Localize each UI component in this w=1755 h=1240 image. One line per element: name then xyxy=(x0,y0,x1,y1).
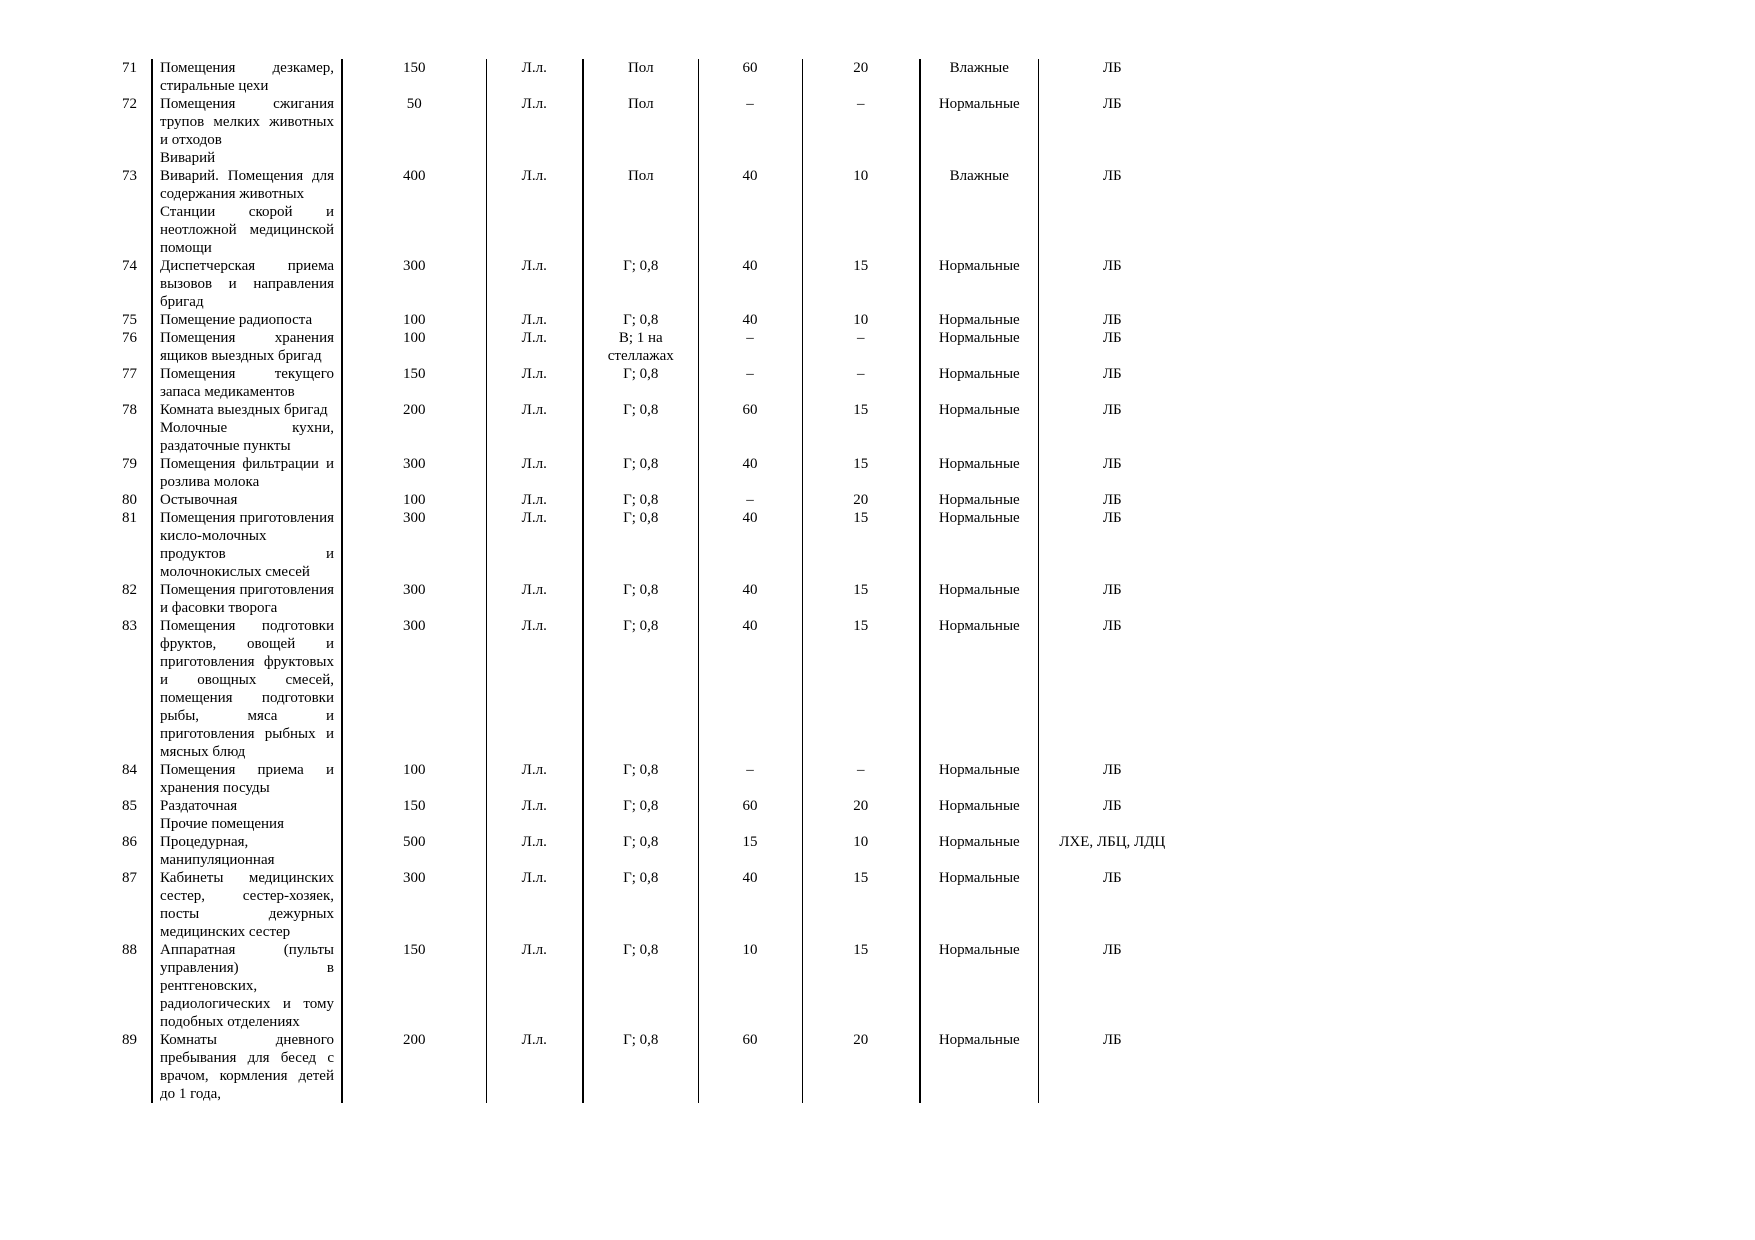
table-row xyxy=(110,509,1186,581)
illuminance-value: 150 xyxy=(342,59,486,95)
discomfort-index-cell xyxy=(698,419,802,455)
environment-cell: Нормальные xyxy=(920,869,1038,941)
lamp-class-cell: ЛБ xyxy=(1038,1031,1186,1103)
row-number: 77 xyxy=(122,366,137,382)
pulsation-coefficient-cell: 15 xyxy=(802,941,920,1031)
work-plane-cell: Г; 0,8 xyxy=(583,455,698,491)
work-plane-cell: Г; 0,8 xyxy=(583,833,698,869)
work-plane-cell: Г; 0,8 xyxy=(583,1031,698,1103)
room-name: Раздаточная xyxy=(152,797,342,815)
room-name: Помещения хранения ящиков выездных бригад xyxy=(152,329,342,365)
pulsation-coefficient-cell: 15 xyxy=(802,581,920,617)
pulsation-coefficient-cell: 20 xyxy=(802,59,920,95)
lamp-type-cell: Л.л. xyxy=(486,365,583,401)
room-name: Помещения приема и хранения посуды xyxy=(152,761,342,797)
environment-cell: Нормальные xyxy=(920,833,1038,869)
illuminance-value xyxy=(342,419,486,455)
discomfort-index-cell: 10 xyxy=(698,941,802,1031)
illuminance-value xyxy=(342,815,486,833)
table-row xyxy=(110,941,1186,1031)
work-plane-cell: Г; 0,8 xyxy=(583,401,698,419)
lamp-type-cell: Л.л. xyxy=(486,761,583,797)
work-plane-cell xyxy=(583,419,698,455)
work-plane-cell: Г; 0,8 xyxy=(583,797,698,815)
table-row xyxy=(110,329,1186,365)
illuminance-value: 500 xyxy=(342,833,486,869)
row-number: 83 xyxy=(122,618,137,634)
illuminance-value: 150 xyxy=(342,797,486,815)
row-number: 76 xyxy=(122,330,137,346)
environment-cell: Влажные xyxy=(920,167,1038,203)
room-name: Помещения фильтрации и розлива молока xyxy=(152,455,342,491)
illuminance-value: 200 xyxy=(342,1031,486,1103)
illuminance-value: 100 xyxy=(342,329,486,365)
discomfort-index-cell: 40 xyxy=(698,167,802,203)
room-name: Кабинеты медицинских сестер, сестер-хозяек, посты дежурных медицинских сестер xyxy=(152,869,342,941)
room-name: Помещения приготовления кисло-молочных продуктов и молочнокислых смесей xyxy=(152,509,342,581)
discomfort-index-cell: 40 xyxy=(698,617,802,761)
discomfort-index-cell xyxy=(698,203,802,257)
lamp-type-cell: Л.л. xyxy=(486,59,583,95)
lamp-class-cell xyxy=(1038,203,1186,257)
discomfort-index-cell: 40 xyxy=(698,509,802,581)
lamp-class-cell: ЛХЕ, ЛБЦ, ЛДЦ xyxy=(1038,833,1186,869)
lamp-type-cell: Л.л. xyxy=(486,167,583,203)
lamp-type-cell: Л.л. xyxy=(486,617,583,761)
room-name: Помещения дезкамер, стиральные цехи xyxy=(152,59,342,95)
illuminance-value: 300 xyxy=(342,869,486,941)
lamp-class-cell: ЛБ xyxy=(1038,455,1186,491)
pulsation-coefficient-cell: – xyxy=(802,365,920,401)
lamp-type-cell: Л.л. xyxy=(486,869,583,941)
section-row xyxy=(110,419,1186,455)
table-row xyxy=(110,365,1186,401)
pulsation-coefficient-cell: 15 xyxy=(802,455,920,491)
lamp-class-cell: ЛБ xyxy=(1038,509,1186,581)
environment-cell xyxy=(920,815,1038,833)
pulsation-coefficient-cell xyxy=(802,149,920,167)
room-name: Помещения приготовления и фасовки творога xyxy=(152,581,342,617)
pulsation-coefficient-cell: 15 xyxy=(802,257,920,311)
discomfort-index-cell: – xyxy=(698,329,802,365)
illuminance-value: 50 xyxy=(342,95,486,149)
lamp-type-cell: Л.л. xyxy=(486,491,583,509)
lamp-class-cell: ЛБ xyxy=(1038,491,1186,509)
table-row xyxy=(110,59,1186,95)
illuminance-value xyxy=(342,203,486,257)
illuminance-value: 300 xyxy=(342,257,486,311)
illuminance-value: 300 xyxy=(342,617,486,761)
row-number: 87 xyxy=(122,870,137,886)
lamp-class-cell: ЛБ xyxy=(1038,365,1186,401)
table-row xyxy=(110,761,1186,797)
environment-cell: Нормальные xyxy=(920,491,1038,509)
environment-cell: Нормальные xyxy=(920,401,1038,419)
row-number: 88 xyxy=(122,942,137,958)
work-plane-cell: Г; 0,8 xyxy=(583,761,698,797)
lamp-type-cell: Л.л. xyxy=(486,941,583,1031)
environment-cell: Нормальные xyxy=(920,1031,1038,1103)
environment-cell: Нормальные xyxy=(920,761,1038,797)
work-plane-cell: Г; 0,8 xyxy=(583,311,698,329)
table-row xyxy=(110,167,1186,203)
room-name: Комната выездных бригад xyxy=(152,401,342,419)
room-name: Молочные кухни, раздаточные пункты xyxy=(152,419,342,455)
pulsation-coefficient-cell: 15 xyxy=(802,869,920,941)
environment-cell: Нормальные xyxy=(920,257,1038,311)
work-plane-cell xyxy=(583,203,698,257)
pulsation-coefficient-cell: 15 xyxy=(802,617,920,761)
room-name: Процедурная, манипуляционная xyxy=(152,833,342,869)
work-plane-cell xyxy=(583,815,698,833)
environment-cell xyxy=(920,149,1038,167)
table-row xyxy=(110,95,1186,149)
work-plane-cell: Г; 0,8 xyxy=(583,365,698,401)
lamp-class-cell: ЛБ xyxy=(1038,95,1186,149)
environment-cell xyxy=(920,419,1038,455)
discomfort-index-cell: 60 xyxy=(698,401,802,419)
pulsation-coefficient-cell: – xyxy=(802,329,920,365)
lamp-type-cell xyxy=(486,203,583,257)
illuminance-value xyxy=(342,149,486,167)
row-number: 74 xyxy=(122,258,137,274)
lamp-type-cell: Л.л. xyxy=(486,455,583,491)
pulsation-coefficient-cell: 15 xyxy=(802,401,920,419)
lamp-class-cell: ЛБ xyxy=(1038,797,1186,815)
illuminance-value: 200 xyxy=(342,401,486,419)
work-plane-cell: Г; 0,8 xyxy=(583,257,698,311)
table-row xyxy=(110,833,1186,869)
pulsation-coefficient-cell: 10 xyxy=(802,833,920,869)
environment-cell: Нормальные xyxy=(920,365,1038,401)
environment-cell: Нормальные xyxy=(920,581,1038,617)
lamp-class-cell: ЛБ xyxy=(1038,941,1186,1031)
illuminance-value: 400 xyxy=(342,167,486,203)
illuminance-value: 100 xyxy=(342,491,486,509)
lighting-norms-table xyxy=(110,59,1186,1103)
illuminance-value: 300 xyxy=(342,455,486,491)
environment-cell: Нормальные xyxy=(920,311,1038,329)
lamp-class-cell: ЛБ xyxy=(1038,59,1186,95)
row-number xyxy=(110,203,152,257)
illuminance-value: 300 xyxy=(342,509,486,581)
discomfort-index-cell: 40 xyxy=(698,869,802,941)
room-name: Помещения подготовки фруктов, овощей и приготовления фруктовых и овощных смесей, помещения подготовки рыбы, мяса и приготовления рыбных и мясных блюд xyxy=(152,617,342,761)
pulsation-coefficient-cell xyxy=(802,419,920,455)
room-name: Помещения сжигания трупов мелких животных и отходов xyxy=(152,95,342,149)
lamp-class-cell: ЛБ xyxy=(1038,329,1186,365)
lamp-class-cell: ЛБ xyxy=(1038,581,1186,617)
room-name: Прочие помещения xyxy=(152,815,342,833)
environment-cell: Нормальные xyxy=(920,797,1038,815)
work-plane-cell xyxy=(583,149,698,167)
work-plane-cell: Г; 0,8 xyxy=(583,941,698,1031)
lamp-type-cell: Л.л. xyxy=(486,257,583,311)
room-name: Виварий xyxy=(152,149,342,167)
row-number xyxy=(110,419,152,455)
discomfort-index-cell: 40 xyxy=(698,311,802,329)
table-row xyxy=(110,617,1186,761)
lamp-class-cell: ЛБ xyxy=(1038,167,1186,203)
row-number: 80 xyxy=(122,492,137,508)
discomfort-index-cell xyxy=(698,815,802,833)
row-number: 78 xyxy=(122,402,137,418)
row-number: 72 xyxy=(122,96,137,112)
section-row xyxy=(110,203,1186,257)
lamp-type-cell: Л.л. xyxy=(486,833,583,869)
lamp-class-cell xyxy=(1038,149,1186,167)
discomfort-index-cell: 15 xyxy=(698,833,802,869)
lamp-class-cell xyxy=(1038,419,1186,455)
table-row xyxy=(110,1031,1186,1103)
section-row xyxy=(110,815,1186,833)
illuminance-value: 100 xyxy=(342,311,486,329)
row-number: 79 xyxy=(122,456,137,472)
lamp-class-cell: ЛБ xyxy=(1038,869,1186,941)
work-plane-cell: В; 1 на стеллажах xyxy=(583,329,698,365)
work-plane-cell: Пол xyxy=(583,95,698,149)
discomfort-index-cell: 40 xyxy=(698,581,802,617)
room-name: Аппаратная (пульты управления) в рентгеновских, радиологических и тому подобных отделениях xyxy=(152,941,342,1031)
room-name: Комнаты дневного пребывания для бесед с врачом, кормления детей до 1 года, xyxy=(152,1031,342,1103)
lamp-class-cell: ЛБ xyxy=(1038,617,1186,761)
discomfort-index-cell: 60 xyxy=(698,797,802,815)
pulsation-coefficient-cell: 10 xyxy=(802,167,920,203)
work-plane-cell: Г; 0,8 xyxy=(583,509,698,581)
illuminance-value: 300 xyxy=(342,581,486,617)
table-row xyxy=(110,257,1186,311)
lamp-type-cell: Л.л. xyxy=(486,401,583,419)
room-name: Виварий. Помещения для содержания животных xyxy=(152,167,342,203)
lamp-type-cell: Л.л. xyxy=(486,311,583,329)
row-number: 89 xyxy=(122,1032,137,1048)
row-number: 82 xyxy=(122,582,137,598)
pulsation-coefficient-cell: 20 xyxy=(802,491,920,509)
pulsation-coefficient-cell: 15 xyxy=(802,509,920,581)
lamp-type-cell: Л.л. xyxy=(486,329,583,365)
discomfort-index-cell: – xyxy=(698,95,802,149)
table-row xyxy=(110,581,1186,617)
work-plane-cell: Пол xyxy=(583,59,698,95)
row-number: 81 xyxy=(122,510,137,526)
work-plane-cell: Г; 0,8 xyxy=(583,869,698,941)
lamp-type-cell xyxy=(486,419,583,455)
discomfort-index-cell: 60 xyxy=(698,1031,802,1103)
pulsation-coefficient-cell: 10 xyxy=(802,311,920,329)
pulsation-coefficient-cell: 20 xyxy=(802,797,920,815)
table-body xyxy=(110,59,1186,1103)
lamp-class-cell xyxy=(1038,815,1186,833)
table-row xyxy=(110,455,1186,491)
illuminance-value: 150 xyxy=(342,365,486,401)
row-number: 86 xyxy=(122,834,137,850)
row-number: 85 xyxy=(122,798,137,814)
pulsation-coefficient-cell xyxy=(802,815,920,833)
table-row xyxy=(110,311,1186,329)
discomfort-index-cell: 40 xyxy=(698,257,802,311)
environment-cell: Нормальные xyxy=(920,95,1038,149)
pulsation-coefficient-cell: – xyxy=(802,761,920,797)
discomfort-index-cell xyxy=(698,149,802,167)
lamp-class-cell: ЛБ xyxy=(1038,311,1186,329)
environment-cell xyxy=(920,203,1038,257)
table-row xyxy=(110,491,1186,509)
room-name: Помещения текущего запаса медикаментов xyxy=(152,365,342,401)
lamp-class-cell: ЛБ xyxy=(1038,761,1186,797)
room-name: Диспетчерская приема вызовов и направления бригад xyxy=(152,257,342,311)
environment-cell: Нормальные xyxy=(920,941,1038,1031)
discomfort-index-cell: – xyxy=(698,761,802,797)
environment-cell: Нормальные xyxy=(920,455,1038,491)
work-plane-cell: Г; 0,8 xyxy=(583,581,698,617)
pulsation-coefficient-cell: 20 xyxy=(802,1031,920,1103)
lamp-type-cell xyxy=(486,149,583,167)
lamp-type-cell: Л.л. xyxy=(486,581,583,617)
row-number: 73 xyxy=(122,168,137,184)
work-plane-cell: Пол xyxy=(583,167,698,203)
pulsation-coefficient-cell xyxy=(802,203,920,257)
lamp-type-cell xyxy=(486,815,583,833)
environment-cell: Нормальные xyxy=(920,509,1038,581)
environment-cell: Нормальные xyxy=(920,329,1038,365)
discomfort-index-cell: 40 xyxy=(698,455,802,491)
lamp-type-cell: Л.л. xyxy=(486,509,583,581)
table-row xyxy=(110,797,1186,815)
room-name: Остывочная xyxy=(152,491,342,509)
lamp-class-cell: ЛБ xyxy=(1038,401,1186,419)
room-name: Станции скорой и неотложной медицинской помощи xyxy=(152,203,342,257)
row-number: 84 xyxy=(122,762,137,778)
illuminance-value: 150 xyxy=(342,941,486,1031)
row-number: 75 xyxy=(122,312,137,328)
lamp-class-cell: ЛБ xyxy=(1038,257,1186,311)
room-name: Помещение радиопоста xyxy=(152,311,342,329)
table-row xyxy=(110,401,1186,419)
section-row xyxy=(110,149,1186,167)
environment-cell: Влажные xyxy=(920,59,1038,95)
table-row xyxy=(110,869,1186,941)
environment-cell: Нормальные xyxy=(920,617,1038,761)
row-number xyxy=(110,149,152,167)
discomfort-index-cell: – xyxy=(698,491,802,509)
illuminance-value: 100 xyxy=(342,761,486,797)
pulsation-coefficient-cell: – xyxy=(802,95,920,149)
work-plane-cell: Г; 0,8 xyxy=(583,491,698,509)
discomfort-index-cell: 60 xyxy=(698,59,802,95)
row-number: 71 xyxy=(122,60,137,76)
discomfort-index-cell: – xyxy=(698,365,802,401)
row-number xyxy=(110,815,152,833)
lamp-type-cell: Л.л. xyxy=(486,1031,583,1103)
lamp-type-cell: Л.л. xyxy=(486,797,583,815)
lamp-type-cell: Л.л. xyxy=(486,95,583,149)
work-plane-cell: Г; 0,8 xyxy=(583,617,698,761)
